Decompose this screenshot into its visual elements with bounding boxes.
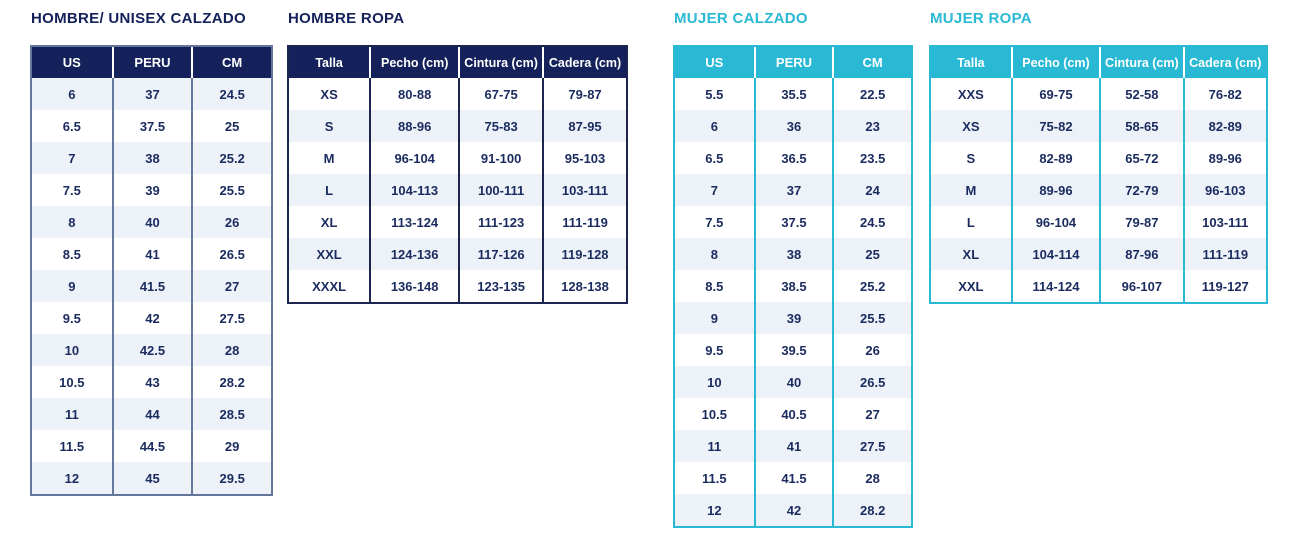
table-cell: 9.5	[32, 302, 112, 334]
table-cell: 41.5	[754, 462, 833, 494]
table-cell: XXXL	[289, 270, 369, 302]
table-cell: 23	[832, 110, 911, 142]
table-row	[675, 494, 911, 526]
table-cell: XS	[289, 78, 369, 110]
table-row	[675, 78, 911, 110]
table-cell: 41	[112, 238, 192, 270]
table-row	[931, 142, 1266, 174]
table-cell: 7	[675, 174, 754, 206]
table-cell: 124-136	[369, 238, 458, 270]
table-row	[289, 174, 626, 206]
table-cell: 10.5	[32, 366, 112, 398]
table-cell: 82-89	[1183, 110, 1266, 142]
header-row	[289, 47, 626, 78]
table-row	[675, 206, 911, 238]
table-cell: XXL	[289, 238, 369, 270]
table-cell: 5.5	[675, 78, 754, 110]
table-cell: XL	[931, 238, 1011, 270]
table-cell: 39.5	[754, 334, 833, 366]
table-cell: 75-82	[1011, 110, 1099, 142]
table-cell: 12	[32, 462, 112, 494]
table-cell: 9	[32, 270, 112, 302]
hombre-ropa-section	[287, 10, 628, 304]
table-cell: 7	[32, 142, 112, 174]
table-cell: 123-135	[458, 270, 542, 302]
table-row	[675, 366, 911, 398]
table-cell: 28	[832, 462, 911, 494]
table-cell: 11	[32, 398, 112, 430]
table-cell: 35.5	[754, 78, 833, 110]
mujer-ropa-section	[929, 10, 1268, 304]
table-row	[32, 78, 271, 110]
column-header: Pecho (cm)	[369, 47, 458, 78]
table-cell: 111-123	[458, 206, 542, 238]
table-cell: 25	[832, 238, 911, 270]
table-cell: 6.5	[32, 110, 112, 142]
table-cell: 7.5	[32, 174, 112, 206]
table-cell: 42	[754, 494, 833, 526]
table-cell: 38	[754, 238, 833, 270]
table-cell: 114-124	[1011, 270, 1099, 302]
table-row	[931, 206, 1266, 238]
table-cell: 103-111	[542, 174, 626, 206]
table-cell: 96-103	[1183, 174, 1266, 206]
table-cell: 103-111	[1183, 206, 1266, 238]
table-row	[675, 462, 911, 494]
hombre-unisex-calzado-title: HOMBRE/ UNISEX CALZADO	[31, 10, 246, 27]
table-cell: 111-119	[542, 206, 626, 238]
table-row	[675, 270, 911, 302]
column-header: Talla	[931, 47, 1011, 78]
table-cell: 88-96	[369, 110, 458, 142]
column-header: Cadera (cm)	[1183, 47, 1266, 78]
table-cell: 25.2	[191, 142, 271, 174]
table-cell: M	[931, 174, 1011, 206]
table-cell: 37	[754, 174, 833, 206]
column-header: CM	[191, 47, 271, 78]
table-row	[675, 142, 911, 174]
table-cell: 96-107	[1099, 270, 1182, 302]
table-cell: 104-113	[369, 174, 458, 206]
table-cell: 8.5	[675, 270, 754, 302]
table-cell: 25.5	[832, 302, 911, 334]
table-cell: 41	[754, 430, 833, 462]
table-cell: 11.5	[675, 462, 754, 494]
table-cell: 36.5	[754, 142, 833, 174]
table-row	[675, 334, 911, 366]
table-cell: 23.5	[832, 142, 911, 174]
table-cell: 10	[675, 366, 754, 398]
table-row	[675, 238, 911, 270]
table-cell: 87-96	[1099, 238, 1182, 270]
table-cell: 6.5	[675, 142, 754, 174]
table-cell: 128-138	[542, 270, 626, 302]
table-cell: 87-95	[542, 110, 626, 142]
table-row	[32, 430, 271, 462]
hombre-calzado-grid	[32, 47, 271, 494]
column-header: Cintura (cm)	[458, 47, 542, 78]
table-cell: 79-87	[542, 78, 626, 110]
table-cell: 10.5	[675, 398, 754, 430]
table-cell: 25.5	[191, 174, 271, 206]
table-row	[675, 398, 911, 430]
table-row	[675, 302, 911, 334]
table-cell: 38	[112, 142, 192, 174]
hombre-unisex-calzado-table	[30, 45, 273, 496]
table-cell: 7.5	[675, 206, 754, 238]
table-row	[32, 110, 271, 142]
hombre-ropa-title: HOMBRE ROPA	[288, 10, 405, 27]
table-cell: 111-119	[1183, 238, 1266, 270]
hombre-unisex-calzado-section	[30, 10, 273, 496]
table-cell: 24	[832, 174, 911, 206]
column-header: Cintura (cm)	[1099, 47, 1182, 78]
table-cell: M	[289, 142, 369, 174]
table-row	[32, 270, 271, 302]
table-row	[32, 366, 271, 398]
table-cell: XL	[289, 206, 369, 238]
table-cell: 40	[754, 366, 833, 398]
table-cell: 76-82	[1183, 78, 1266, 110]
table-cell: 25.2	[832, 270, 911, 302]
table-cell: 96-104	[1011, 206, 1099, 238]
table-cell: 104-114	[1011, 238, 1099, 270]
table-cell: L	[289, 174, 369, 206]
table-cell: XS	[931, 110, 1011, 142]
table-cell: 11	[675, 430, 754, 462]
table-row	[675, 430, 911, 462]
table-cell: 79-87	[1099, 206, 1182, 238]
table-row	[289, 270, 626, 302]
table-cell: 9.5	[675, 334, 754, 366]
mujer-calzado-title: MUJER CALZADO	[674, 10, 808, 27]
table-cell: 26.5	[832, 366, 911, 398]
table-cell: 39	[112, 174, 192, 206]
table-cell: 95-103	[542, 142, 626, 174]
mujer-ropa-table	[929, 45, 1268, 304]
column-header: CM	[832, 47, 911, 78]
table-row	[289, 206, 626, 238]
table-cell: 28.2	[191, 366, 271, 398]
table-cell: 82-89	[1011, 142, 1099, 174]
table-row	[289, 238, 626, 270]
header-row	[931, 47, 1266, 78]
table-cell: 37.5	[112, 110, 192, 142]
table-cell: 12	[675, 494, 754, 526]
table-cell: 52-58	[1099, 78, 1182, 110]
table-cell: 42.5	[112, 334, 192, 366]
table-cell: 89-96	[1011, 174, 1099, 206]
table-row	[931, 78, 1266, 110]
table-row	[289, 142, 626, 174]
table-cell: 58-65	[1099, 110, 1182, 142]
column-header: PERU	[112, 47, 192, 78]
hombre-ropa-table	[287, 45, 628, 304]
table-cell: 100-111	[458, 174, 542, 206]
table-cell: S	[931, 142, 1011, 174]
column-header: PERU	[754, 47, 833, 78]
column-header: US	[32, 47, 112, 78]
column-header: US	[675, 47, 754, 78]
table-cell: 136-148	[369, 270, 458, 302]
table-row	[32, 238, 271, 270]
table-cell: 8.5	[32, 238, 112, 270]
table-cell: 69-75	[1011, 78, 1099, 110]
table-cell: 40.5	[754, 398, 833, 430]
table-cell: 27	[832, 398, 911, 430]
header-row	[32, 47, 271, 78]
table-cell: 119-127	[1183, 270, 1266, 302]
table-cell: 24.5	[832, 206, 911, 238]
table-cell: 27.5	[832, 430, 911, 462]
table-cell: 6	[32, 78, 112, 110]
table-cell: 28	[191, 334, 271, 366]
table-cell: 45	[112, 462, 192, 494]
table-cell: 67-75	[458, 78, 542, 110]
table-cell: 38.5	[754, 270, 833, 302]
table-cell: 36	[754, 110, 833, 142]
table-cell: 113-124	[369, 206, 458, 238]
table-cell: 119-128	[542, 238, 626, 270]
table-row	[32, 462, 271, 494]
column-header: Cadera (cm)	[542, 47, 626, 78]
table-cell: 91-100	[458, 142, 542, 174]
table-cell: 24.5	[191, 78, 271, 110]
table-row	[931, 238, 1266, 270]
table-cell: 10	[32, 334, 112, 366]
mujer-ropa-title: MUJER ROPA	[930, 10, 1032, 27]
table-cell: 44.5	[112, 430, 192, 462]
table-cell: 75-83	[458, 110, 542, 142]
column-header: Talla	[289, 47, 369, 78]
table-cell: 9	[675, 302, 754, 334]
table-cell: 26	[191, 206, 271, 238]
table-cell: 25	[191, 110, 271, 142]
table-cell: 44	[112, 398, 192, 430]
mujer-calzado-section	[673, 10, 913, 528]
table-cell: S	[289, 110, 369, 142]
table-cell: 22.5	[832, 78, 911, 110]
table-cell: 117-126	[458, 238, 542, 270]
table-row	[32, 174, 271, 206]
table-cell: 37	[112, 78, 192, 110]
mujer-calzado-table	[673, 45, 913, 528]
table-cell: 40	[112, 206, 192, 238]
table-row	[289, 78, 626, 110]
table-cell: 29	[191, 430, 271, 462]
table-row	[32, 398, 271, 430]
table-cell: 11.5	[32, 430, 112, 462]
table-cell: 42	[112, 302, 192, 334]
header-row	[675, 47, 911, 78]
table-row	[931, 110, 1266, 142]
hombre-ropa-grid	[289, 47, 626, 302]
table-cell: 65-72	[1099, 142, 1182, 174]
table-cell: XXS	[931, 78, 1011, 110]
table-row	[32, 302, 271, 334]
table-cell: 26.5	[191, 238, 271, 270]
table-row	[32, 334, 271, 366]
table-cell: 29.5	[191, 462, 271, 494]
table-cell: 28.5	[191, 398, 271, 430]
table-cell: 8	[32, 206, 112, 238]
table-cell: 8	[675, 238, 754, 270]
table-row	[289, 110, 626, 142]
table-cell: 72-79	[1099, 174, 1182, 206]
table-cell: 41.5	[112, 270, 192, 302]
mujer-calzado-grid	[675, 47, 911, 526]
table-row	[675, 174, 911, 206]
table-row	[32, 142, 271, 174]
column-header: Pecho (cm)	[1011, 47, 1099, 78]
table-row	[675, 110, 911, 142]
mujer-ropa-grid	[931, 47, 1266, 302]
table-cell: 96-104	[369, 142, 458, 174]
table-cell: 39	[754, 302, 833, 334]
table-row	[32, 206, 271, 238]
table-cell: 28.2	[832, 494, 911, 526]
table-cell: XXL	[931, 270, 1011, 302]
table-cell: L	[931, 206, 1011, 238]
table-cell: 27	[191, 270, 271, 302]
table-cell: 6	[675, 110, 754, 142]
table-cell: 26	[832, 334, 911, 366]
table-cell: 27.5	[191, 302, 271, 334]
table-cell: 37.5	[754, 206, 833, 238]
table-cell: 89-96	[1183, 142, 1266, 174]
table-cell: 43	[112, 366, 192, 398]
table-cell: 80-88	[369, 78, 458, 110]
table-row	[931, 270, 1266, 302]
table-row	[931, 174, 1266, 206]
